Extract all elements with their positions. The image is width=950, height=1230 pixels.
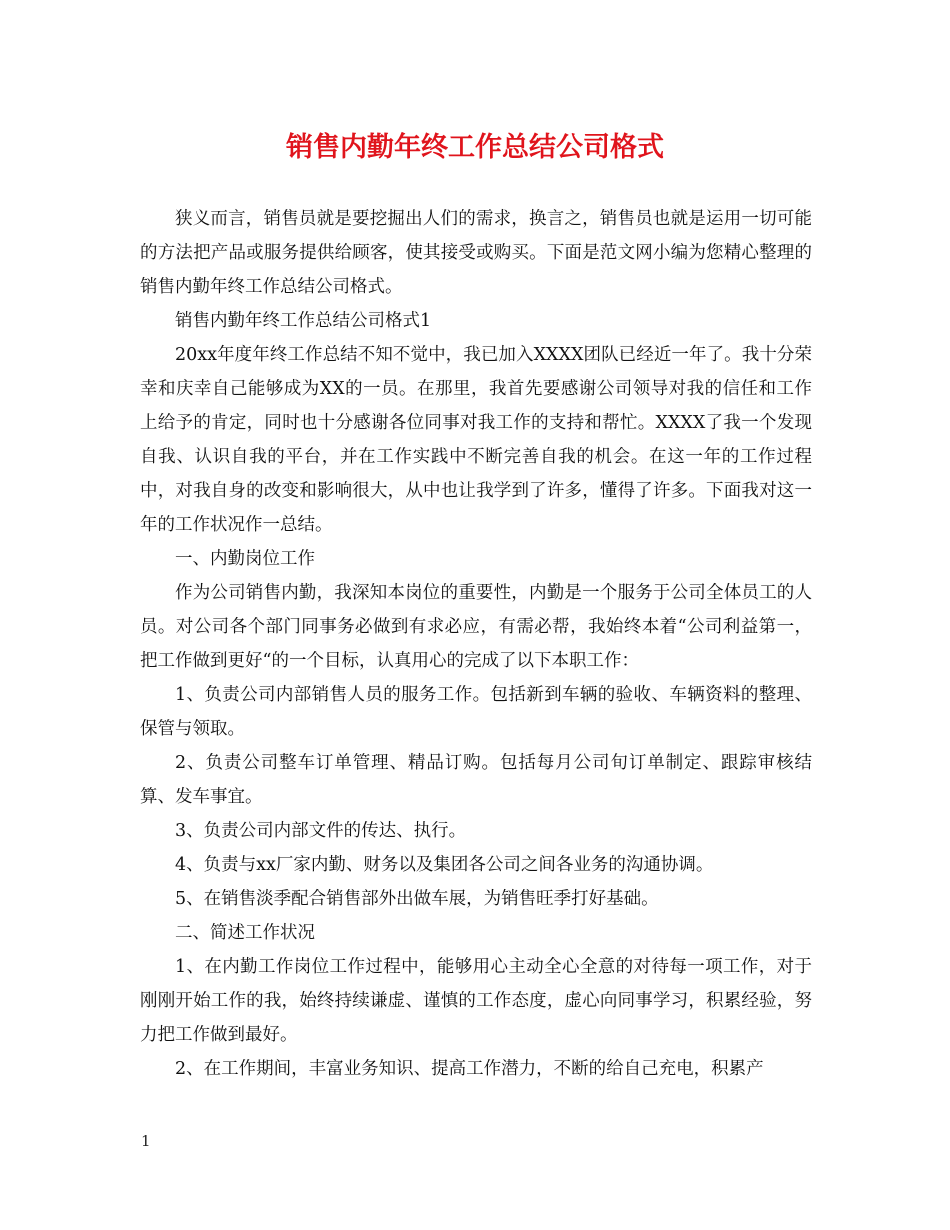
list-item: 5、在销售淡季配合销售部外出做车展，为销售旺季打好基础。 [175, 889, 659, 909]
page-number: 1 [141, 1132, 151, 1150]
intro-paragraph: 狭义而言，销售员就是要挖掘出人们的需求，换言之，销售员也就是运用一切可能的方法把产品或服务提供给顾客，使其接受或购买。下面是范文网小编为您精心整理的销售内勤年终工作总结公司格式。 [140, 209, 812, 297]
list-item: 4、负责与xx厂家内勤、财务以及集团各公司之间各业务的沟通协调。 [175, 855, 714, 875]
list-item: 1、负责公司内部销售人员的服务工作。包括新到车辆的验收、车辆资料的整理、保管与领取。 [140, 685, 812, 739]
section-heading: 二、简述工作状况 [175, 923, 315, 943]
body-paragraph: 作为公司销售内勤，我深知本岗位的重要性，内勤是一个服务于公司全体员工的人员。对公司各个部门同事务必做到有求必应，有需必帮，我始终本着“公司利益第一，把工作做到更好“的一个目标，认真用心的完成了以下本职工作： [140, 583, 812, 671]
document-title: 销售内勤年终工作总结公司格式 [286, 132, 664, 163]
list-item: 2、负责公司整车订单管理、精品订购。包括每月公司旬订单制定、跟踪审核结算、发车事宜。 [140, 753, 812, 807]
list-item: 3、负责公司内部文件的传达、执行。 [175, 821, 467, 841]
body-paragraph: 20xx年度年终工作总结不知不觉中，我已加入XXXX团队已经近一年了。我十分荣幸和庆幸自己能够成为XX的一员。在那里，我首先要感谢公司领导对我的信任和工作上给予的肯定，同时也十分感谢各位同事对我工作的支持和帮忙。XXXX了我一个发现自我、认识自我的平台，并在工作实践中不断完善自我的机会。在这一年的工作过程中，对我自身的改变和影响很大，从中也让我学到了许多，懂得了许多。下面我对这一年的工作状况作一总结。 [140, 345, 812, 535]
document-body [140, 202, 812, 1086]
list-item: 1、在内勤工作岗位工作过程中，能够用心主动全心全意的对待每一项工作，对于刚刚开始工作的我，始终持续谦虚、谨慎的工作态度，虚心向同事学习，积累经验，努力把工作做到最好。 [140, 957, 812, 1045]
list-item: 2、在工作期间，丰富业务知识、提高工作潜力，不断的给自己充电，积累产 [175, 1059, 764, 1079]
section-heading: 一、内勤岗位工作 [175, 549, 315, 569]
section-heading: 销售内勤年终工作总结公司格式1 [175, 311, 432, 331]
